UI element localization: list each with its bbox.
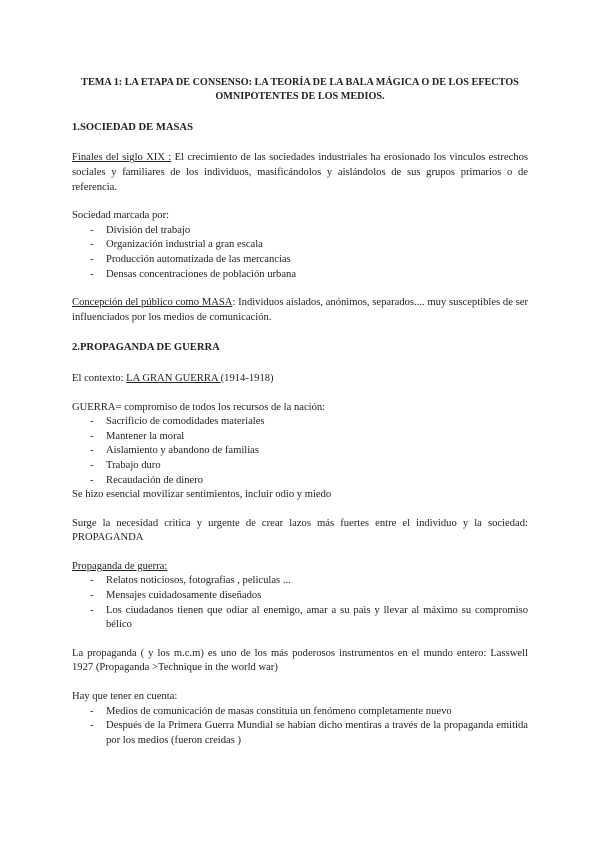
propaganda-label: Propaganda de guerra: [72,560,168,572]
list-item: - Producción automatizada de las mercancias [90,253,528,268]
list-item: - Después de la Primera Guerra Mundial se habian dicho mentiras a través de la propaganda emitida por los medios (fueron creidas ) [90,719,528,748]
context-years: (1914-1918) [220,372,274,384]
paragraph-text-finales: El crecimiento de las sociedades industriales ha erosionado los vinculos estrechos sociales y familiares de los individuos, masificándolos y aislándolos de sus grupos primarios o de referencia. [72,152,529,193]
section-1-paragraph-2 [72,296,528,325]
list-item: - Aislamiento y abandono de familias [90,444,528,459]
list-item: - División del trabajo [90,224,528,239]
list-item: - Mantener la moral [90,430,528,445]
list-item: - Recaudación de dinero [90,474,528,489]
context-prefix: El contexto: [72,372,127,384]
context-line [72,372,528,387]
note-list [72,705,528,749]
list-item: - Sacrificio de comodidades materiales [90,415,528,430]
section-1-paragraph-1 [72,151,528,195]
society-list-intro: Sociedad marcada por: [72,210,170,222]
paragraph-text-masa: : Individuos aislados, anónimos, separados.... muy susceptibles de ser influenciados por los medios de comunicación. [72,297,528,323]
section-2-heading: 2.PROPAGANDA DE GUERRA [72,342,220,354]
document-title [72,76,528,105]
propaganda-list [72,574,528,632]
war-list [72,415,528,488]
list-item: - Densas concentraciones de población urbana [90,268,528,283]
list-item: - Mensajes cuidadosamente diseñados [90,589,528,604]
lasswell-paragraph: La propaganda ( y los m.c.m) es uno de los más poderosos instrumentos en el mundo entero: Lasswell 1927 (Propaganda >Technique in the world war) [72,647,528,674]
list-item: - Medios de comunicación de masas constituia un fenómeno completamente nuevo [90,705,528,720]
war-after-text: Se hizo esencial movilizar sentimientos, incluir odio y miedo [72,489,332,501]
list-item: - Los ciudadanos tienen que odiar al enemigo, amar a su pais y llevar al máximo su compromiso bélico [90,604,528,633]
society-list [72,224,528,282]
list-item: - Relatos noticiosos, fotografias , peliculas ... [90,574,528,589]
list-item: - Trabajo duro [90,459,528,474]
title-line-1: TEMA 1: LA ETAPA DE CONSENSO: LA TEORÍA DE LA BALA MÁGICA O DE LOS EFECTOS [81,77,519,88]
paragraph-label-masa: Concepción del público como MASA [72,297,233,309]
list-item: - Organización industrial a gran escala [90,238,528,253]
need-paragraph: Surge la necesidad critica y urgente de crear lazos más fuertes entre el individuo y la sociedad: PROPAGANDA [72,517,528,544]
context-link: LA GRAN GUERRA [126,372,221,384]
note-list-intro: Hay que tener en cuenta: [72,691,178,703]
title-line-2: OMNIPOTENTES DE LOS MEDIOS. [215,91,385,103]
paragraph-label-finales: Finales del siglo XIX : [72,152,172,164]
war-list-intro: GUERRA= compromiso de todos los recursos de la nación: [72,401,326,413]
section-1-heading: 1.SOCIEDAD DE MASAS [72,121,193,133]
